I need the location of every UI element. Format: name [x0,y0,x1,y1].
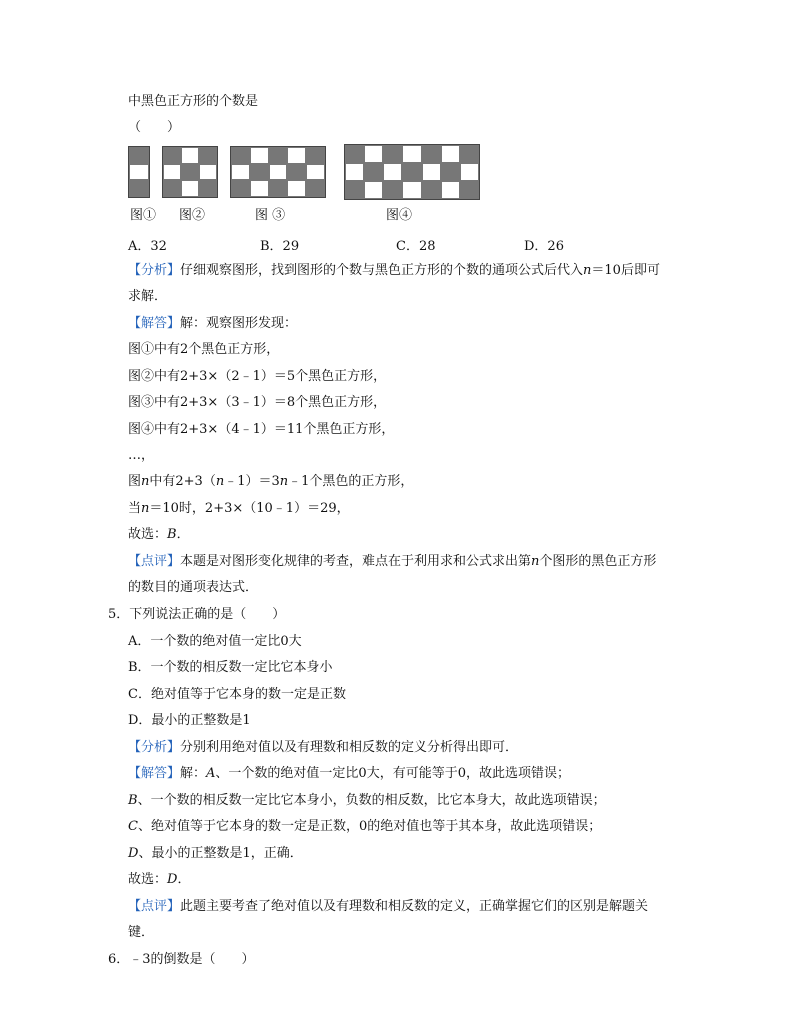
answer-first: 解：观察图形发现： [180,316,298,331]
white-square [287,147,306,164]
q4-answer [128,315,297,333]
q4-choose [128,526,190,544]
black-square [383,145,402,163]
white-square [383,163,402,181]
analysis-text-a: 仔细观察图形，找到图形的个数与黑色正方形的个数的通项公式后代入 [180,263,584,278]
q4-comment-line2: 的数目的通项表达式． [128,580,259,595]
choose-a: 故选： [128,872,168,887]
black-square [199,180,217,197]
q4-analysis-line2: 求解． [128,289,168,304]
figure-2 [162,146,218,198]
comment-tag: 【点评】 [128,899,181,914]
black-square [163,180,181,197]
figure-2-label: 图② [179,208,206,223]
q4-option-d: D．26 [524,239,564,254]
black-square [269,180,288,197]
q4-general-line [128,473,413,491]
white-square [163,164,181,181]
q4-line-2: 图②中有2+3×（2﹣1）＝5个黑色正方形， [128,369,387,384]
q5-choose [128,871,190,889]
q4-line-1: 图①中有2个黑色正方形， [128,342,280,357]
q5-item-b [128,792,606,810]
white-square [422,163,441,181]
white-square [181,147,199,164]
black-square [181,164,199,181]
figure-3-label: 图 ③ [255,208,286,223]
q4-figures [128,146,528,206]
answer-tag: 【解答】 [128,316,181,331]
black-square [460,181,479,199]
q4-line-5: …， [128,448,155,463]
choose-c: ． [176,527,190,542]
white-square [402,181,421,199]
q5-comment-line2: 键． [128,925,155,940]
q4-option-b: B．29 [260,239,300,254]
white-square [250,147,269,164]
figure-1 [128,146,150,198]
analysis-text: 分别利用绝对值以及有理数和相反数的定义分析得出即可． [180,740,519,755]
item-text: 、绝对值等于它本身的数一定是正数，0的绝对值也等于其本身，故此选项错误； [137,819,602,834]
white-square [287,180,306,197]
white-square [181,180,199,197]
item-text: 、一个数的相反数一定比它本身小，负数的相反数，比它本身大，故此选项错误； [137,793,606,808]
white-square [306,164,325,181]
q5-comment [128,898,648,916]
black-square [364,163,383,181]
q5-option-a: A．一个数的绝对值一定比0大 [128,634,302,649]
black-square [129,180,149,197]
item-letter: B [128,793,138,808]
q4-line-4: 图④中有2+3×（4﹣1）＝11个黑色正方形， [128,422,395,437]
black-square [250,164,269,181]
white-square [250,180,269,197]
general-c: ﹣1）＝3 [224,474,280,489]
item-letter: D [128,846,139,861]
black-square [231,180,250,197]
white-square [441,181,460,199]
q5-stem: 5．下列说法正确的是（ ） [108,607,286,622]
white-square [402,145,421,163]
black-square [269,147,288,164]
var-n: n [583,263,592,278]
var-n: n [141,474,150,489]
q4-stem-tail: 中黑色正方形的个数是 [128,94,259,109]
black-square [402,163,421,181]
item-text: 、最小的正整数是1，正确． [138,846,303,861]
figure-4 [344,144,480,200]
q5-item-d [128,845,303,863]
figure-4-label: 图④ [386,208,413,223]
q4-analysis [128,262,660,280]
analysis-tag: 【分析】 [128,740,181,755]
black-square [306,147,325,164]
black-square [422,145,441,163]
black-square [345,145,364,163]
item-letter: C [128,819,138,834]
var-n: n [141,501,150,516]
black-square [163,147,181,164]
general-b: 中有2+3（ [149,474,216,489]
when-b: ＝10时，2+3×（10﹣1）＝29， [149,501,350,516]
figure-3 [230,146,326,198]
q4-paren: （ ） [128,120,181,135]
answer-b: 、一个数的绝对值一定比0大，有可能等于0，故此选项错误； [215,766,570,781]
white-square [199,164,217,181]
general-d: ﹣1个黑色的正方形， [288,474,414,489]
black-square [231,147,250,164]
choose-letter: B [167,527,177,542]
q5-option-c: C．绝对值等于它本身的数一定是正数 [128,687,346,702]
black-square [287,164,306,181]
white-square [460,163,479,181]
q4-comment [128,553,656,571]
q5-analysis [128,739,518,757]
q5-item-c [128,818,601,836]
q6-stem: 6．﹣3的倒数是（ ） [108,952,255,967]
analysis-text-b: ＝10后即可 [591,263,660,278]
white-square [441,145,460,163]
q4-option-c: C．28 [396,239,436,254]
q4-line-3: 图③中有2+3×（3﹣1）＝8个黑色正方形， [128,395,387,410]
choose-letter: D [167,872,178,887]
q4-when-line [128,500,350,518]
black-square [460,145,479,163]
comment-b: 个图形的黑色正方形 [539,554,657,569]
var-n: n [279,474,289,489]
white-square [269,164,288,181]
answer-letter: A [206,766,216,781]
choose-c: ． [177,872,191,887]
when-a: 当 [128,501,142,516]
black-square [383,181,402,199]
q5-option-b: B．一个数的相反数一定比它本身小 [128,660,333,675]
answer-tag: 【解答】 [128,766,181,781]
comment-a: 本题是对图形变化规律的考查，难点在于利用求和公式求出第 [180,554,532,569]
white-square [364,181,383,199]
figure-1-label: 图① [130,208,157,223]
white-square [364,145,383,163]
white-square [345,163,364,181]
q5-answer [128,765,570,783]
black-square [306,180,325,197]
black-square [422,181,441,199]
white-square [231,164,250,181]
general-a: 图 [128,474,142,489]
q4-option-a: A．32 [128,239,167,254]
var-n: n [215,474,225,489]
black-square [441,163,460,181]
analysis-tag: 【分析】 [128,263,181,278]
var-n: n [531,554,540,569]
q5-option-d: D．最小的正整数是1 [128,713,251,728]
comment-tag: 【点评】 [128,554,181,569]
black-square [199,147,217,164]
black-square [345,181,364,199]
comment-text: 此题主要考查了绝对值以及有理数和相反数的定义，正确掌握它们的区别是解题关 [180,899,649,914]
white-square [129,164,149,181]
answer-a: 解： [180,766,207,781]
choose-a: 故选： [128,527,168,542]
black-square [129,147,149,164]
